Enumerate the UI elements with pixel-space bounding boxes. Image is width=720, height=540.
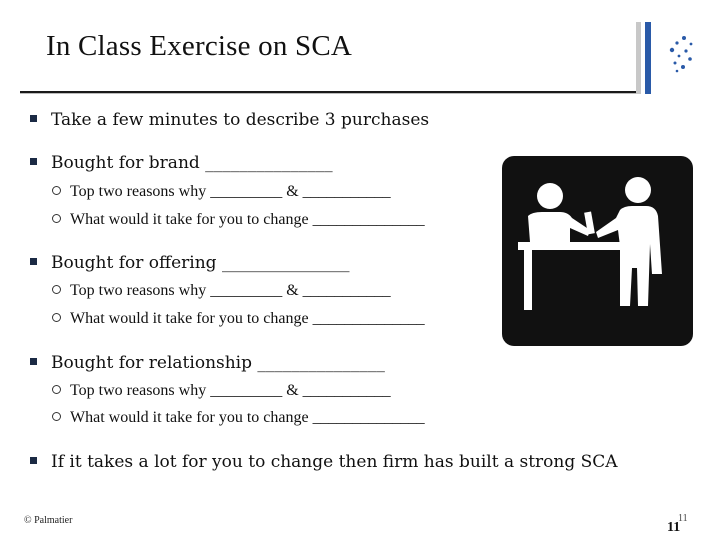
bullet-text: Bought for relationship _______________ [51,353,385,373]
square-bullet-icon [30,258,37,265]
decorative-blue-bar [645,22,651,94]
sub-bullet-text: Top two reasons why _________ & ___________ [70,282,391,299]
service-counter-icon [502,156,693,346]
circle-bullet-icon [52,385,61,394]
bullet-item [30,153,333,173]
sub-bullet-item [52,382,391,400]
bullet-text: Bought for offering _______________ [51,253,350,273]
circle-bullet-icon [52,186,61,195]
page-number-small: 11 [678,513,688,524]
footer-copyright: © Palmatier [24,515,73,526]
square-bullet-icon [30,115,37,122]
sub-bullet-text: Top two reasons why _________ & ___________ [70,382,391,399]
sub-bullet-text: Top two reasons why _________ & ___________ [70,183,391,200]
bullet-item [30,253,349,273]
sub-bullet-item [52,282,391,300]
square-bullet-icon [30,358,37,365]
sub-bullet-item [52,409,425,427]
bullet-item [30,110,429,130]
sub-bullet-item [52,183,391,201]
circle-bullet-icon [52,313,61,322]
circle-bullet-icon [52,285,61,294]
bullet-item [30,452,618,472]
bullet-text: Bought for brand _______________ [51,153,333,173]
page-number: 11 [667,520,681,535]
circle-bullet-icon [52,412,61,421]
slide-title: In Class Exercise on SCA [46,30,353,62]
bullet-text: Take a few minutes to describe 3 purchases [51,110,430,130]
dots-logo-icon [664,34,698,74]
bullet-text: If it takes a lot for you to change then firm has built a strong SCA [51,452,618,472]
title-divider-shadow [20,93,636,94]
square-bullet-icon [30,457,37,464]
sub-bullet-item [52,310,425,328]
bullet-item [30,353,385,373]
sub-bullet-text: What would it take for you to change ______________ [70,409,425,426]
sub-bullet-text: What would it take for you to change ______________ [70,211,425,228]
sub-bullet-item [52,211,425,229]
circle-bullet-icon [52,214,61,223]
decorative-grey-bar [636,22,641,94]
square-bullet-icon [30,158,37,165]
sub-bullet-text: What would it take for you to change ______________ [70,310,425,327]
